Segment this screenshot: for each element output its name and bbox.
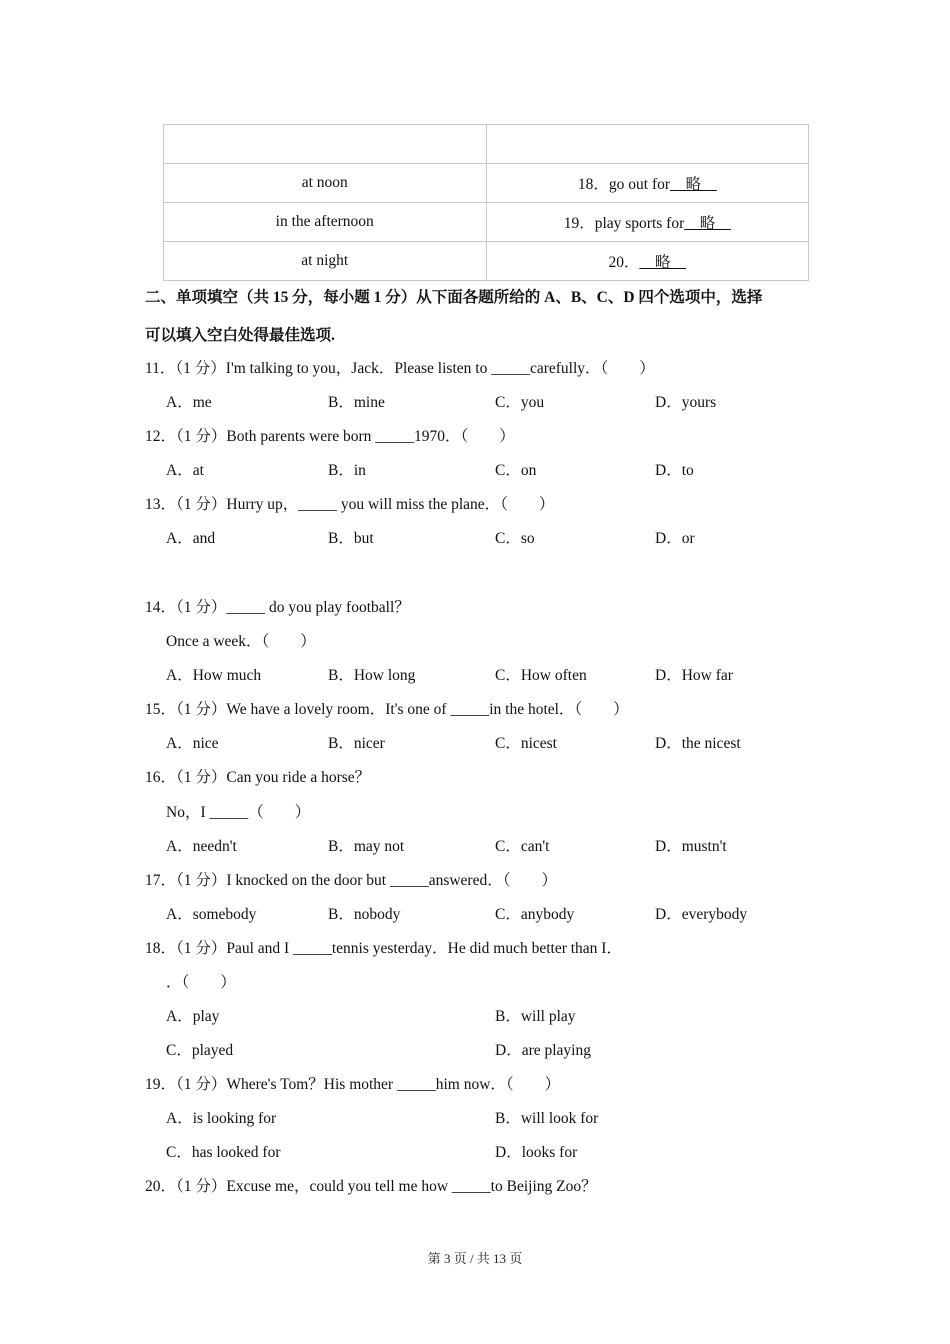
table-cell: in the afternoon (164, 203, 487, 242)
option-d: D．yours (655, 394, 717, 411)
row-text: play sports for (594, 215, 685, 232)
question-stem: 14．（1 分）_____ do you play football？ (145, 599, 410, 616)
option-d: D．are playing (495, 1042, 591, 1059)
option-d: D．looks for (495, 1144, 578, 1161)
option-d: D．mustn't (655, 838, 727, 855)
question-stem: 15．（1 分）We have a lovely room．It's one of _____in the hotel．（ ） (145, 701, 629, 718)
table-cell (486, 242, 809, 281)
option-d: D．everybody (655, 906, 748, 923)
question-stem: 13．（1 分）Hurry up，_____ you will miss the plane．（ ） (145, 496, 555, 513)
option-d: D．How far (655, 667, 733, 684)
option-b: B．may not (328, 838, 405, 855)
question-stem: 11．（1 分）I'm talking to you，Jack．Please listen to _____carefully．（ ） (145, 360, 655, 377)
option-b: B．in (328, 462, 366, 479)
option-a: A．play (166, 1008, 220, 1025)
option-c: C．you (495, 394, 545, 411)
table-cell (486, 203, 809, 242)
table-cell (486, 164, 809, 203)
option-b: B．mine (328, 394, 385, 411)
answer-blank: __略__ (684, 215, 731, 232)
option-d: D．to (655, 462, 694, 479)
option-b: B．nicer (328, 735, 385, 752)
option-c: C．can't (495, 838, 550, 855)
question-response: Once a week．（ ） (166, 633, 316, 650)
option-a: A．me (166, 394, 212, 411)
question-stem: 16．（1 分）Can you ride a horse？ (145, 769, 371, 786)
row-text: go out for (608, 176, 671, 193)
table-row (164, 203, 809, 242)
option-c: C．so (495, 530, 535, 547)
option-b: B．but (328, 530, 374, 547)
option-b: B．How long (328, 667, 416, 684)
option-a: A．is looking for (166, 1110, 277, 1127)
option-a: A．and (166, 530, 216, 547)
option-a: A．at (166, 462, 204, 479)
answer-blank: __略__ (670, 176, 717, 193)
table-cell (164, 125, 487, 164)
row-number: 18． (577, 176, 609, 193)
question-stem: 20．（1 分）Excuse me，could you tell me how _____to Beijing Zoo？ (145, 1178, 597, 1195)
table-cell: at night (164, 242, 487, 281)
option-d: D．the nicest (655, 735, 741, 752)
table-cell: at noon (164, 164, 487, 203)
question-response: No，I _____（ ） (166, 804, 311, 821)
table-row (164, 242, 809, 281)
option-c: C．How often (495, 667, 587, 684)
option-b: B．nobody (328, 906, 401, 923)
option-b: B．will play (495, 1008, 576, 1025)
schedule-table (163, 124, 809, 281)
table-cell (486, 125, 809, 164)
table-row (164, 125, 809, 164)
option-a: A．nice (166, 735, 219, 752)
option-a: A．How much (166, 667, 262, 684)
option-a: A．somebody (166, 906, 257, 923)
option-c: C．nicest (495, 735, 557, 752)
option-d: D．or (655, 530, 695, 547)
answer-blank: __略__ (639, 254, 687, 271)
question-stem: 19．（1 分）Where's Tom？His mother _____him now．（ ） (145, 1076, 561, 1093)
option-a: A．needn't (166, 838, 237, 855)
option-c: C．has looked for (166, 1144, 281, 1161)
question-stem-cont: ．（ ） (166, 974, 236, 991)
question-stem: 17．（1 分）I knocked on the door but _____answered．（ ） (145, 872, 557, 889)
table-row (164, 164, 809, 203)
section-heading-cont: 可以填入空白处得最佳选项. (145, 327, 335, 344)
row-number: 19． (563, 215, 595, 232)
option-b: B．will look for (495, 1110, 599, 1127)
option-c: C．anybody (495, 906, 575, 923)
row-number: 20． (608, 254, 640, 271)
question-stem: 18．（1 分）Paul and I _____tennis yesterday．He did much better than I． (145, 940, 622, 957)
page-number: 第 3 页 / 共 13 页 (427, 1251, 523, 1266)
section-heading: 二、单项填空（共 15 分，每小题 1 分）从下面各题所给的 A、B、C、D 四个选项中，选择 (145, 289, 763, 306)
option-c: C．played (166, 1042, 234, 1059)
option-c: C．on (495, 462, 537, 479)
question-stem: 12．（1 分）Both parents were born _____1970．（ ） (145, 428, 515, 445)
